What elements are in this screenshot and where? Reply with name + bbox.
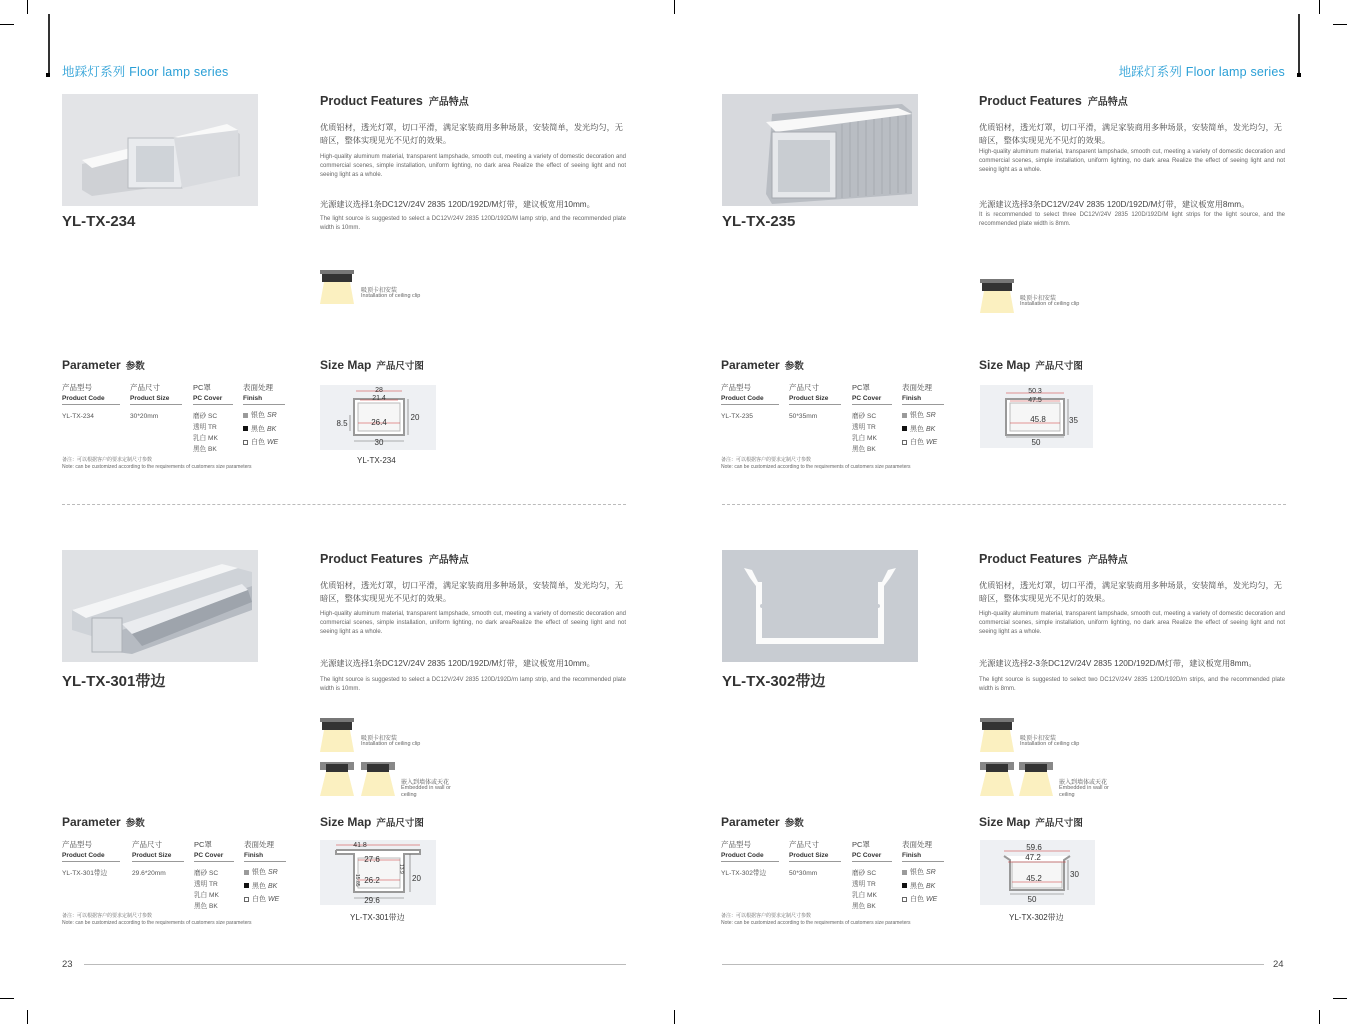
size-map-yl-tx-234 — [320, 385, 436, 450]
pc-cover-list: 磨砂 SC 透明 TR 乳白 MK 黑色 BK — [852, 870, 877, 910]
parameter-table: 产品型号 Product Code 产品尺寸 Product Size PC罩 PC Cover 表面处理 Finish YL-TX-235 50*35mm 磨砂 SC 透明 TR 乳白 MK 黑色 BK 银色 SR 黑色 BK 白色 WE — [721, 382, 951, 462]
dim-inner: 26.2 — [364, 876, 380, 885]
product-photo-yl-tx-234 — [62, 94, 258, 206]
install-clip-cn: 吸顶卡扣安装 — [361, 288, 398, 294]
features-desc-en: High-quality aluminum material, transparent lampshade, smooth cut, meeting a variety of domestic decoration and commercial scenes, simple installation, uniform lighting, no dark area Realize the effect of seeing light and not seeing light as a whole. — [979, 149, 1285, 174]
parameter-title: Parameter 参数 — [62, 358, 145, 372]
install-clip-en: Installation of ceiling clip — [1020, 301, 1080, 307]
crop-mark — [0, 998, 14, 999]
install-clip-en: Installation of ceiling clip — [361, 293, 421, 299]
section-divider — [62, 504, 626, 505]
silver-swatch-icon — [243, 413, 248, 418]
silver-swatch-icon — [902, 870, 907, 875]
light-source-cn: 光源建议选择1条DC12V/24V 2835 120D/192D/M灯带，建议板宽用10mm。 — [320, 200, 595, 209]
footer-line — [84, 964, 626, 965]
corner-bar — [48, 14, 50, 76]
note: 备注：可以根据客户的要求定制尺寸参数 Note: can be customized according to the requirements of customers size parameters — [721, 913, 911, 926]
series-label-left: 地踩灯系列 Floor lamp series — [62, 65, 229, 79]
dim-right: 13.9 — [398, 864, 404, 874]
parameter-title: Parameter 参数 — [721, 815, 804, 829]
crop-mark — [27, 0, 28, 14]
parameter-table: 产品型号 Product Code 产品尺寸 Product Size PC罩 PC Cover 表面处理 Finish YL-TX-302带边 50*30mm 磨砂 SC 透明 TR 乳白 MK 黑色 BK 银色 SR 黑色 BK 白色 WE — [721, 839, 951, 919]
install-clip-cn: 吸顶卡扣安装 — [1020, 296, 1057, 302]
product-photo-yl-tx-301 — [62, 550, 258, 662]
dim-height: 20 — [410, 413, 420, 422]
black-swatch-icon — [902, 883, 907, 888]
size-map-caption: YL-TX-302带边 — [1009, 913, 1064, 922]
product-size-value: 30*20mm — [130, 413, 159, 420]
dim-left: 15.85 — [354, 874, 360, 887]
install-clip-en: Installation of ceiling clip — [1020, 741, 1080, 747]
embedded-ceiling-icon — [361, 762, 395, 796]
features-title: Product Features 产品特点 — [979, 552, 1128, 566]
finish-list: 银色 SR 黑色 BK 白色 WE — [244, 866, 279, 907]
crop-mark — [1319, 0, 1320, 14]
ceiling-clip-icon — [320, 718, 354, 752]
embedded-wall-icon — [320, 762, 354, 796]
features-desc-en: High-quality aluminum material, transparent lampshade, smooth cut, meeting a variety of domestic decoration and commercial scenes, simple installation, uniform lighting, no dark area Realize the effect of seeing light and not seeing light as a whole. — [979, 611, 1285, 636]
silver-swatch-icon — [244, 870, 249, 875]
light-source-en: The light source is suggested to select a DC12V/24V 2835 120D/192D/m lamp strip, and the recommended plate width is 10mm. — [320, 677, 626, 693]
crop-mark — [27, 1010, 28, 1024]
dim-top: 41.8 — [353, 842, 367, 849]
silver-swatch-icon — [902, 413, 907, 418]
crop-mark — [674, 0, 675, 14]
dim-left: 8.5 — [336, 419, 348, 428]
install-embed-cn: 嵌入到墙体或天花 — [401, 780, 450, 786]
light-source-cn: 光源建议选择2-3条DC12V/24V 2835 120D/192D/M灯带，建议板宽用8mm。 — [979, 659, 1257, 668]
finish-list: 银色 SR 黑色 BK 白色 WE — [902, 866, 937, 907]
features-title: Product Features 产品特点 — [979, 94, 1128, 108]
install-clip-en: Installation of ceiling clip — [361, 741, 421, 747]
install-clip-cn: 吸顶卡扣安装 — [1020, 736, 1057, 742]
features-desc-cn: 优质铝材，透光灯罩，切口平滑，满足家装商用多种场景，安装简单，发光均匀，无暗区，整体实现见光不见灯的效果。 — [979, 581, 1282, 603]
product-model: YL-TX-235 — [722, 213, 796, 230]
parameter-title: Parameter 参数 — [62, 815, 145, 829]
light-source-cn: 光源建议选择3条DC12V/24V 2835 120D/192D/M灯带，建议板宽用8mm。 — [979, 200, 1250, 209]
features-desc-en: High-quality aluminum material, transparent lampshade, smooth cut, meeting a variety of domestic decoration and commercial scenes, simple installation, uniform lighting, no dark areaRealize the effect of seeing light and not seeing light as a whole. — [320, 611, 626, 636]
product-code-value: YL-TX-302带边 — [721, 870, 767, 877]
product-code-value: YL-TX-234 — [62, 413, 94, 420]
product-size-value: 50*35mm — [789, 413, 818, 420]
dim-inner-top: 47.2 — [1025, 853, 1041, 862]
dim-bottom: 30 — [374, 438, 384, 447]
features-title: Product Features 产品特点 — [320, 94, 469, 108]
white-swatch-icon — [243, 440, 248, 445]
dim-bottom: 50 — [1031, 438, 1041, 447]
dim-inner: 26.4 — [371, 418, 387, 427]
page-number-right: 24 — [1273, 959, 1284, 970]
section-divider — [722, 504, 1286, 505]
size-map-title: Size Map 产品尺寸图 — [979, 358, 1083, 372]
parameter-table: 产品型号 Product Code 产品尺寸 Product Size PC罩 PC Cover 表面处理 Finish YL-TX-234 30*20mm 磨砂 SC 透明 TR 乳白 MK 黑色 BK 银色 SR 黑色 BK 白色 WE — [62, 382, 292, 462]
dim-inner: 45.2 — [1026, 874, 1042, 883]
product-code-value: YL-TX-235 — [721, 413, 753, 420]
pc-cover-list: 磨砂 SC 透明 TR 乳白 MK 黑色 BK — [194, 870, 219, 910]
features-desc-cn: 优质铝材，透光灯罩，切口平滑，满足家装商用多种场景，安装简单，发光均匀，无暗区，整体实现见光不见灯的效果。 — [320, 123, 623, 145]
dim-bottom: 50 — [1027, 895, 1037, 904]
series-label-right: 地踩灯系列 Floor lamp series — [1118, 65, 1285, 79]
size-map-title: Size Map 产品尺寸图 — [979, 815, 1083, 829]
note: 备注：可以根据客户的要求定制尺寸参数 Note: can be customized according to the requirements of customers size parameters — [721, 457, 911, 470]
black-swatch-icon — [902, 426, 907, 431]
page-number-left: 23 — [62, 959, 73, 970]
install-clip-cn: 吸顶卡扣安装 — [361, 736, 398, 742]
dim-inner-top: 21.4 — [372, 395, 386, 402]
parameter-title: Parameter 参数 — [721, 358, 804, 372]
note: 备注：可以根据客户的要求定制尺寸参数 Note: can be customized according to the requirements of customers size parameters — [62, 913, 252, 926]
black-swatch-icon — [244, 883, 249, 888]
ceiling-clip-icon — [320, 270, 354, 304]
dim-top: 28 — [375, 387, 383, 394]
corner-bar-dot — [1297, 73, 1301, 77]
product-code-value: YL-TX-301带边 — [62, 870, 108, 877]
footer-line — [722, 964, 1264, 965]
corner-bar-dot — [46, 73, 50, 77]
white-swatch-icon — [902, 897, 907, 902]
ceiling-clip-icon — [980, 718, 1014, 752]
features-desc-en: High-quality aluminum material, transparent lampshade, smooth cut, meeting a variety of domestic decoration and commercial scenes, simple installation, uniform lighting, no dark area Realize the effect of seeing light and not seeing light as a whole. — [320, 154, 626, 179]
ceiling-clip-icon — [980, 279, 1014, 313]
install-embed-cn: 嵌入到墙体或天花 — [1059, 780, 1108, 786]
product-model: YL-TX-234 — [62, 213, 136, 230]
dim-height: 30 — [1070, 870, 1079, 879]
crop-mark — [1333, 998, 1347, 999]
dim-top: 59.6 — [1026, 843, 1042, 852]
product-photo-yl-tx-235 — [722, 94, 918, 206]
finish-list: 银色 SR 黑色 BK 白色 WE — [902, 409, 937, 450]
features-desc-cn: 优质铝材，透光灯罩，切口平滑，满足家装商用多种场景，安装简单，发光均匀，无暗区，整体实现见光不见灯的效果。 — [320, 581, 623, 603]
install-embed-en: Embedded in wall or ceiling — [1059, 785, 1109, 798]
product-model: YL-TX-301带边 — [62, 673, 166, 690]
product-photo-yl-tx-302 — [722, 550, 918, 662]
corner-bar — [1298, 14, 1300, 76]
parameter-table: 产品型号 Product Code 产品尺寸 Product Size PC罩 PC Cover 表面处理 Finish YL-TX-301带边 29.6*20mm 磨砂 SC 透明 TR 乳白 MK 黑色 BK 银色 SR 黑色 BK 白色 WE — [62, 839, 292, 919]
crop-mark — [1333, 24, 1347, 25]
size-map-title: Size Map 产品尺寸图 — [320, 358, 424, 372]
embedded-wall-icon — [980, 762, 1014, 796]
white-swatch-icon — [902, 440, 907, 445]
dim-inner-top: 47.5 — [1028, 397, 1042, 404]
size-map-title: Size Map 产品尺寸图 — [320, 815, 424, 829]
black-swatch-icon — [243, 426, 248, 431]
light-source-en: The light source is suggested to select a DC12V/24V 2835 120D/192D/M lamp strip, and the recommended plate width is 10mm. — [320, 216, 626, 232]
light-source-en: It is recommended to select three DC12V/24V 2835 120D/192D/M light strips for the light source, and the recommended plate width is 8mm. — [979, 212, 1285, 228]
dim-height: 20 — [412, 874, 421, 883]
crop-mark — [1319, 1010, 1320, 1024]
install-embed-en: Embedded in wall or ceiling — [401, 785, 451, 798]
finish-list: 银色 SR 黑色 BK 白色 WE — [243, 409, 278, 450]
light-source-en: The light source is suggested to select two DC12V/24V 2835 120D/192D/m strips, and the recommended plate width is 8mm. — [979, 677, 1285, 693]
dim-height: 35 — [1069, 416, 1078, 425]
dim-inner-top: 27.6 — [364, 855, 380, 864]
features-title: Product Features 产品特点 — [320, 552, 469, 566]
features-desc-cn: 优质铝材，透光灯罩，切口平滑，满足家装商用多种场景，安装简单，发光均匀，无暗区，整体实现见光不见灯的效果。 — [979, 123, 1282, 145]
size-map-caption: YL-TX-234 — [357, 456, 396, 465]
light-source-cn: 光源建议选择1条DC12V/24V 2835 120D/192D/M灯带，建议板宽用10mm。 — [320, 659, 595, 668]
product-size-value: 29.6*20mm — [132, 870, 166, 877]
size-map-yl-tx-301 — [320, 840, 436, 905]
dim-bottom: 29.6 — [364, 896, 380, 905]
white-swatch-icon — [244, 897, 249, 902]
size-map-yl-tx-302 — [980, 840, 1095, 905]
dim-top: 50.3 — [1028, 388, 1042, 395]
size-map-yl-tx-235 — [980, 385, 1093, 448]
crop-mark — [0, 24, 14, 25]
pc-cover-list: 磨砂 SC 透明 TR 乳白 MK 黑色 BK — [852, 413, 877, 453]
embedded-ceiling-icon — [1019, 762, 1053, 796]
size-map-caption: YL-TX-301带边 — [350, 913, 405, 922]
product-model: YL-TX-302带边 — [722, 673, 826, 690]
pc-cover-list: 磨砂 SC 透明 TR 乳白 MK 黑色 BK — [193, 413, 218, 453]
note: 备注：可以根据客户的要求定制尺寸参数 Note: can be customized according to the requirements of customers size parameters — [62, 457, 252, 470]
crop-mark — [674, 1010, 675, 1024]
product-size-value: 50*30mm — [789, 870, 818, 877]
dim-inner: 45.8 — [1030, 415, 1046, 424]
